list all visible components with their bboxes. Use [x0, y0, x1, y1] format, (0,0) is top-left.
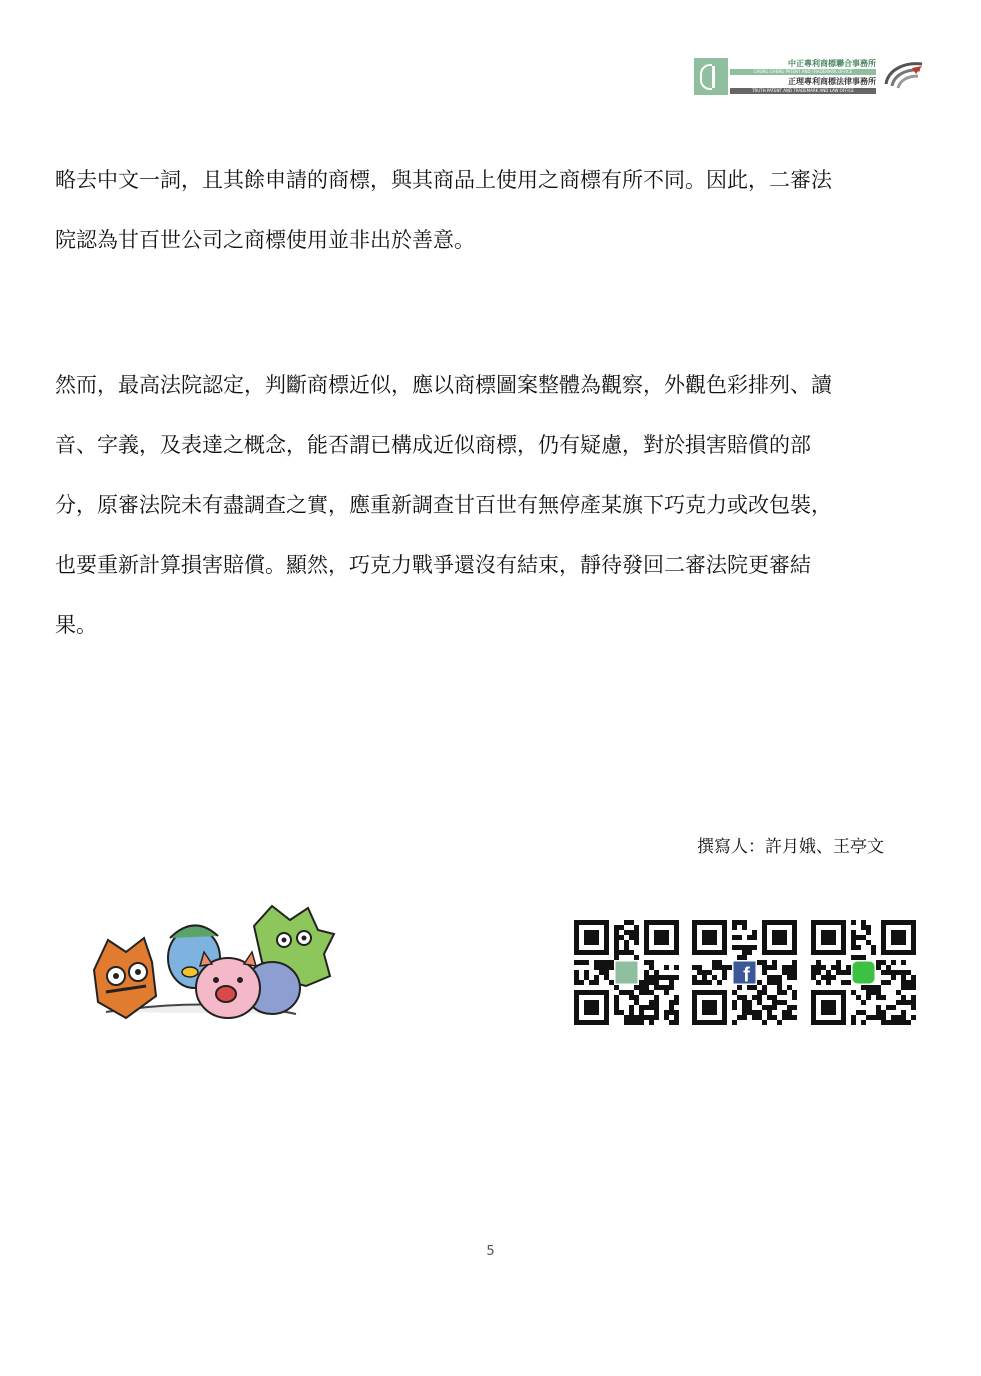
paragraph-line: 略去中文一詞，且其餘申請的商標，與其商品上使用之商標有所不同。因此，二審法 [55, 168, 832, 192]
paragraph-line: 院認為甘百世公司之商標使用並非出於善意。 [55, 228, 475, 252]
paragraph-line: 也要重新計算損害賠償。顯然，巧克力戰爭還沒有結束，靜待發回二審法院更審結 [55, 553, 811, 577]
office-logo [694, 58, 930, 98]
paragraph-line: 音、字義，及表達之概念，能否謂已構成近似商標，仍有疑慮，對於損害賠償的部 [55, 433, 811, 457]
logo-en-line2: TRUTH PATENT AND TRADEMARK AND LAW OFFICE [730, 88, 876, 94]
office-logo-icon [616, 962, 638, 984]
paragraph-line: 果。 [55, 613, 97, 637]
author-line: 撰寫人：許月娥、王亭文 [697, 837, 884, 857]
qr-code-facebook[interactable] [692, 920, 797, 1025]
paragraph-2 [55, 355, 925, 655]
tiger-mascot [94, 938, 156, 1018]
qr-code-line[interactable] [811, 920, 916, 1025]
logo-cn-line1: 中正專利商標聯合事務所 [788, 59, 876, 68]
paragraph-line: 分，原審法院未有盡調查之實，應重新調查甘百世有無停產某旗下巧克力或改包裝， [55, 493, 832, 517]
facebook-glyph: f [743, 964, 750, 987]
logo-cn-line2: 正理專利商標法律事務所 [788, 77, 876, 86]
qr-code-office[interactable] [574, 920, 679, 1025]
logo-mark-icon [694, 58, 728, 95]
line-icon [853, 962, 875, 984]
swoosh-icon [882, 60, 924, 94]
pig-mascot [196, 952, 260, 1018]
paragraph-1 [55, 150, 925, 270]
page-number: 5 [486, 1244, 495, 1259]
paragraph-line: 然而，最高法院認定，判斷商標近似，應以商標圖案整體為觀察，外觀色彩排列、讀 [55, 373, 832, 397]
logo-en-line1: CHUNG CHENG PATENT AND TRADEMARK OFFICE [730, 69, 876, 75]
mascot-illustration [86, 900, 342, 1026]
